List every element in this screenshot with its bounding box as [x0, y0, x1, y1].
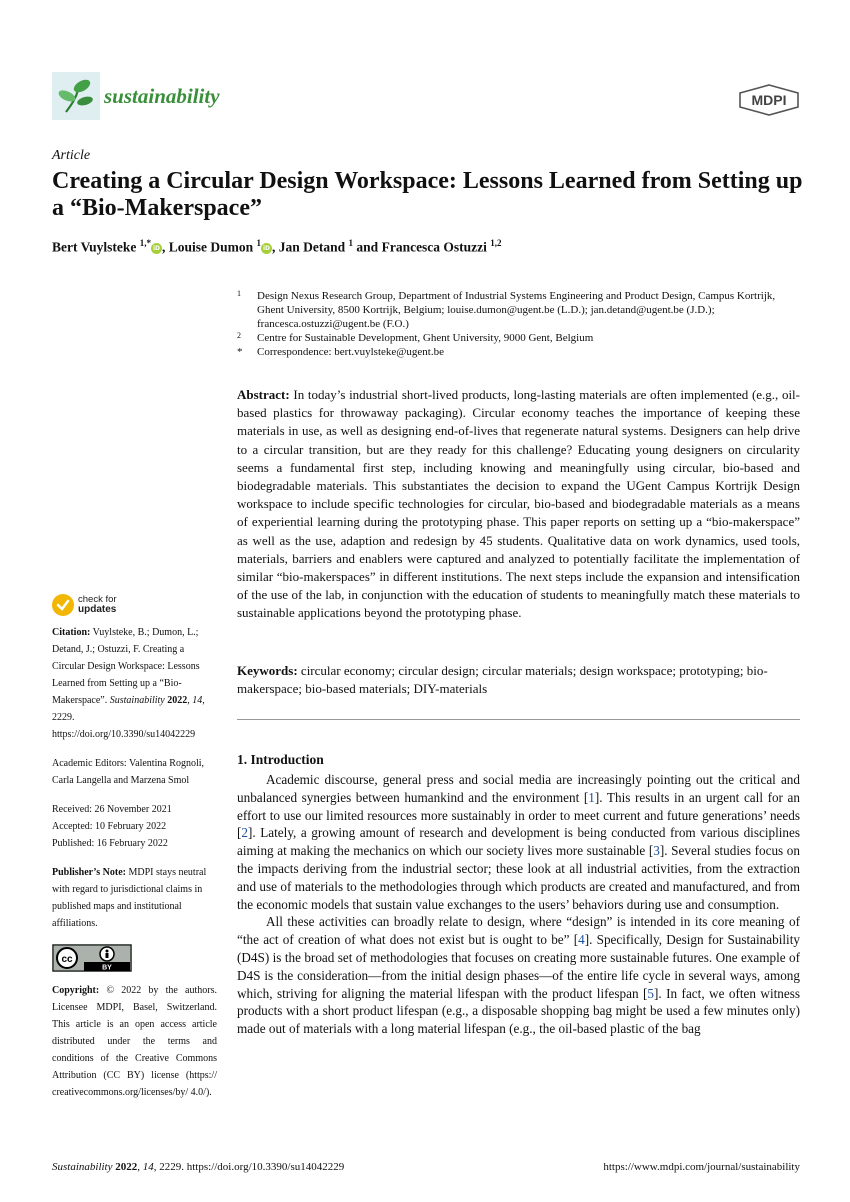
journal-logo-icon: [52, 72, 100, 120]
citation-journal: Sustainability: [109, 695, 165, 706]
author-name: Jan Detand: [278, 239, 346, 255]
copyright-text: © 2022 by the authors. Licensee MDPI, Basel, Switzerland. This article is an open access article distributed under the terms and conditions of the Creative Commons Attribution (CC BY) license (https:// creativecommons.org/licenses/by/ 4.0/).: [52, 985, 217, 1098]
citation-year: 2022: [167, 695, 188, 706]
paragraph-text: Academic discourse, general press and social media are increasingly pointing out the critical and unbalanced synergies between humankind and the environment [: [237, 772, 800, 805]
affiliation-mark: 1: [237, 289, 241, 298]
paragraph-text: ]. This results in an urgent call for an effort to use our limited resources more sustainably in order to meet current and future generations’ needs [: [237, 789, 800, 841]
introduction-body: [237, 771, 800, 1038]
footer-journal-url[interactable]: https://www.mdpi.com/journal/sustainability: [603, 1161, 800, 1173]
citation-doi[interactable]: , 2229. https://doi.org/10.3390/su14042229: [52, 695, 205, 740]
footer-volume: 14: [142, 1161, 154, 1173]
cc-by-license-icon[interactable]: [52, 944, 132, 972]
abstract-label: Abstract:: [237, 387, 290, 402]
academic-editors: Academic Editors: Valentina Rognoli, Carla Langella and Marzena Smol: [52, 758, 205, 786]
paragraph-text: ]. Lately, a growing amount of research and development is being conducted from various disciplines aiming at making the mechanics on which our society lives more sustainable [: [237, 825, 800, 859]
citation-volume: 14: [192, 695, 203, 706]
reference-link[interactable]: 5: [647, 985, 654, 1001]
sidebar: [52, 624, 217, 1113]
copyright-label: Copyright:: [52, 985, 100, 996]
publisher-note-text: MDPI stays neutral with regard to jurisdictional claims in published maps and institutional affiliations.: [52, 867, 207, 929]
keywords: [237, 662, 800, 698]
paragraph: [237, 771, 800, 913]
citation-text: Vuylsteke, B.; Dumon, L.; Detand, J.; Ostuzzi, F. Creating a Circular Design Workspace: Lessons Learned from Setting up a “Bio-Makerspace”.: [52, 627, 200, 706]
footer-doi[interactable]: , 2229. https://doi.org/10.3390/su14042229: [153, 1161, 345, 1173]
paragraph-text: ]. Specifically, Design for Sustainability (D4S) is the broad set of methodologies that focuses on creating more sustainable futures. One example of D4S is the consideration—from the initial design phases—of the entire life cycle in several ways, among which, striving for aligning the material lifespan with the product lifespan [: [237, 932, 800, 1001]
abstract-text: In today’s industrial short-lived products, long-lasting materials are often implemented (e.g., oil-based plastics for throwaway packaging). Circular economy teaches the importance of keeping these materials in use, as well as designing end-of-lives that regenerate natural systems. Designers can help drive to a circular transition, but are they ready for this challenge? Educating young designers on circularity seems a fundamental first step, including knowing and meaningfully using circular, bio-based and biodegradable materials. This substantiates the decision to expand the UGent Campus Kortrijk Design workspace to include specific technologies for circular, bio-based and biodegradable materials as a means of experiential learning during the prototyping phase. This paper reports on setting up a “bio-makerspace” as well as the use, adaption and redesign by 45 students. Qualitative data on work dynamics, used tools, materials, barriers and enablers were captured and analyzed to potentially facilitate the implementation of similar “bio-makerspaces” in different institutions. The next steps include the expansion and intensification of the use of the lab, in conjunction with the education of students to meaningfully match these materials to sustainable applications beyond the prototyping phase.: [237, 387, 800, 621]
accepted-date: Accepted: 10 February 2022: [52, 821, 167, 832]
affiliation-item: [237, 331, 802, 345]
author-name: Louise Dumon: [168, 239, 254, 255]
affiliation-text: Centre for Sustainable Development, Ghent University, 9000 Gent, Belgium: [257, 332, 594, 344]
affiliation-item: [237, 345, 802, 359]
citation-label: Citation:: [52, 627, 91, 638]
article-title: Creating a Circular Design Workspace: Lessons Learned from Setting up a “Bio-Makerspace”: [52, 168, 803, 221]
svg-text:cc: cc: [61, 954, 73, 965]
paragraph-text: ]. Several studies focus on the impacts deriving from the industrial sector; these look at all industrial activities, from the extraction and use of materials to the methodologies through which products are created and manufactured, and from the economic models that sustain value exchanges to the users’ behaviors during use and consumption.: [237, 843, 800, 912]
article-type: Article: [52, 148, 91, 163]
citation-block: Citation: Vuylsteke, B.; Dumon, L.; Detand, J.; Ostuzzi, F. Creating a Circular Design Workspace: Lessons Learned from Setting up a “Bio-Makerspace”. Sustainability 2022, 14, 2229. https://doi.org/10.3390/su14042229: [52, 627, 205, 740]
paragraph: [237, 913, 800, 1038]
published-date: Published: 16 February 2022: [52, 838, 168, 849]
reference-link[interactable]: 4: [578, 932, 585, 948]
check-for-updates-line2: updates: [78, 604, 117, 615]
check-for-updates-line1: check for: [78, 594, 117, 605]
reference-link[interactable]: 2: [241, 825, 248, 841]
author-separator: ,: [162, 239, 169, 255]
orcid-icon[interactable]: iD: [263, 244, 271, 252]
check-for-updates-icon[interactable]: [52, 594, 74, 616]
reference-link[interactable]: 1: [588, 789, 595, 805]
author-affiliation-mark: 1,2: [490, 238, 502, 248]
affiliation-mark: *: [237, 346, 243, 358]
orcid-icon[interactable]: iD: [152, 244, 161, 252]
affiliation-mark: 2: [237, 331, 241, 340]
author-affiliation-mark: 1,*: [139, 238, 151, 248]
author-separator: ,: [272, 239, 279, 255]
paragraph-text: ]. In fact, we often witness products with a short product lifespan (e.g., a disposable shopping bag might be used a few minutes only) made out of materials with a long material lifespan (e.g., the oil-based plastic of the bag: [237, 985, 800, 1037]
footer-citation: Sustainability 2022, 14, 2229. https://doi.org/10.3390/su14042229: [52, 1161, 345, 1173]
author-affiliation-mark: 1: [256, 238, 262, 248]
paragraph-text: All these activities can broadly relate to design, where “design” is intended in its core meaning of “the act of creation of what does not exist but is ought to be” [: [237, 914, 800, 948]
footer-year: 2022: [115, 1161, 138, 1173]
keywords-text: circular economy; circular design; circular materials; design workspace; prototyping; bio-makerspace; bio-based materials; DIY-materials: [237, 663, 768, 697]
affiliations: [237, 289, 802, 359]
author-name: Bert Vuylsteke: [52, 239, 137, 255]
mdpi-logo-text: MDPI: [751, 92, 787, 108]
author-separator: and: [353, 239, 382, 255]
reference-link[interactable]: 3: [653, 843, 660, 859]
publisher-note-label: Publisher’s Note:: [52, 867, 126, 878]
received-date: Received: 26 November 2021: [52, 804, 172, 815]
affiliation-item: [237, 289, 802, 331]
check-for-updates-button[interactable]: [78, 595, 117, 615]
abstract: [237, 386, 800, 623]
publisher-note: [52, 864, 217, 932]
copyright-notice: [52, 982, 217, 1101]
author-affiliation-mark: 1: [348, 238, 354, 248]
author-name: Francesca Ostuzzi: [381, 239, 487, 255]
cc-by-label: BY: [102, 964, 112, 972]
journal-name[interactable]: sustainability: [104, 84, 220, 108]
section-divider: [237, 719, 800, 720]
affiliation-text: Correspondence: bert.vuylsteke@ugent.be: [257, 346, 444, 358]
mdpi-logo-icon[interactable]: [738, 84, 800, 116]
affiliation-text: Design Nexus Research Group, Department of Industrial Systems Engineering and Product Design, Campus Kortrijk, Ghent University, 8500 Kortrijk, Belgium; louise.dumon@ugent.be (L.D.); jan.detand@ugent.be (J.D.); francesca.ostuzzi@ugent.be (F.O.): [257, 290, 776, 330]
dates-block: [52, 801, 217, 852]
section-heading-introduction: 1. Introduction: [237, 752, 324, 767]
author-list: [52, 238, 502, 256]
footer-journal: Sustainability: [52, 1161, 113, 1173]
keywords-label: Keywords:: [237, 663, 298, 678]
